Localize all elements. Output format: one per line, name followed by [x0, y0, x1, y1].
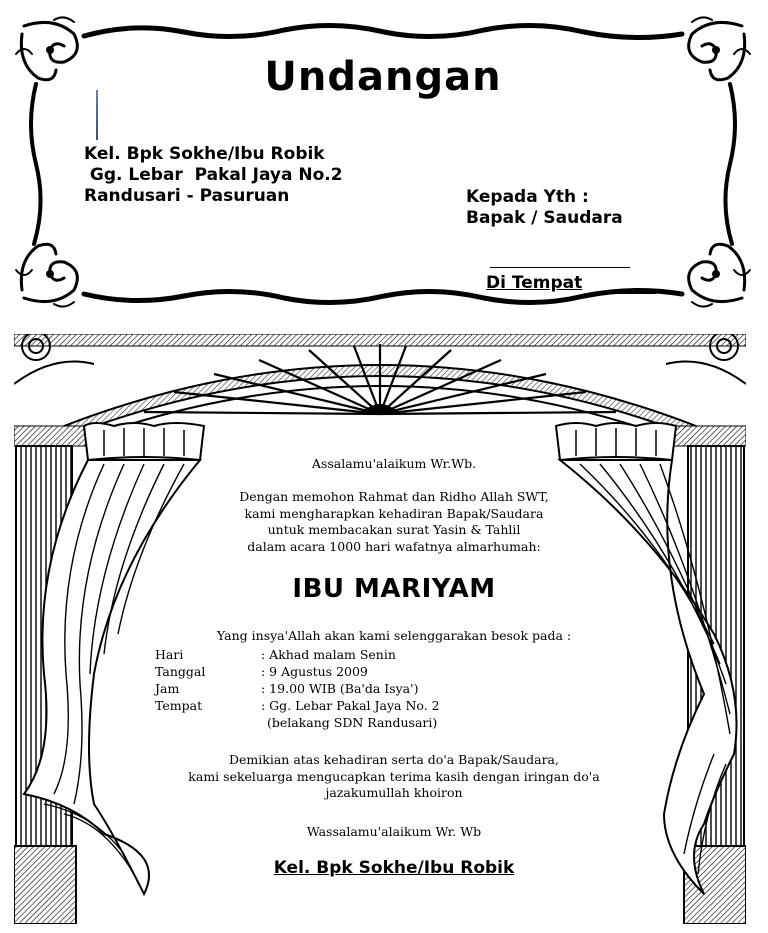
sender-street: Gg. Lebar Pakal Jaya No.2: [84, 165, 343, 185]
detail-row: [155, 680, 440, 697]
detail-label: Hari: [155, 647, 184, 662]
recipient-address: [466, 187, 623, 229]
detail-label: Tanggal: [155, 664, 206, 679]
detail-value: : 9 Agustus 2009: [261, 664, 368, 679]
detail-value: : Gg. Lebar Pakal Jaya No. 2: [261, 698, 440, 713]
invitation-card: [14, 334, 746, 924]
address-card: [14, 14, 752, 310]
intro-line: kami mengharapkan kehadiran Bapak/Saudara: [244, 505, 544, 521]
closing-line: jazakumullah khoiron: [325, 785, 463, 800]
detail-label: Jam: [155, 681, 180, 696]
card-title: Undangan: [264, 54, 502, 100]
detail-value: : Akhad malam Senin: [261, 647, 396, 662]
place-underline: [592, 293, 656, 294]
intro-line: untuk membacakan surat Yasin & Tahlil: [267, 522, 521, 537]
deceased-name: IBU MARIYAM: [292, 574, 496, 604]
recipient-blank-line: [490, 267, 630, 268]
event-details: [155, 646, 440, 731]
sender-name: Kel. Bpk Sokhe/Ibu Robik: [84, 144, 325, 164]
schedule-intro: Yang insya'Allah akan kami selenggarakan besok pada :: [216, 628, 572, 643]
closing-greeting: Wassalamu'alaikum Wr. Wb: [306, 824, 482, 839]
closing-line: Demikian atas kehadiran serta do'a Bapak/Saudara,: [229, 752, 559, 767]
detail-row: [155, 646, 440, 663]
intro-line: dalam acara 1000 hari wafatnya almarhumah:: [247, 538, 541, 554]
intro-line: Dengan memohon Rahmat dan Ridho Allah SWT,: [239, 489, 549, 504]
location-note: (belakang SDN Randusari): [267, 715, 438, 730]
recipient-name: Bapak / Saudara: [466, 208, 623, 228]
invitation-intro: [134, 489, 654, 555]
detail-row: [155, 697, 440, 714]
recipient-place: Di Tempat: [486, 273, 583, 293]
sender-city: Randusari - Pasuruan: [84, 186, 290, 206]
detail-value: : 19.00 WIB (Ba'da Isya'): [261, 681, 419, 696]
detail-label: Tempat: [155, 698, 203, 713]
sender-address: [84, 144, 343, 207]
detail-row: [155, 663, 440, 680]
pen-mark: [96, 90, 98, 140]
closing-remarks: [134, 752, 654, 802]
recipient-salutation: Kepada Yth :: [466, 187, 589, 207]
opening-greeting: Assalamu'alaikum Wr.Wb.: [311, 456, 477, 471]
signature: Kel. Bpk Sokhe/Ibu Robik: [273, 858, 515, 878]
closing-line: kami sekeluarga mengucapkan terima kasih dengan iringan do'a: [188, 768, 600, 784]
